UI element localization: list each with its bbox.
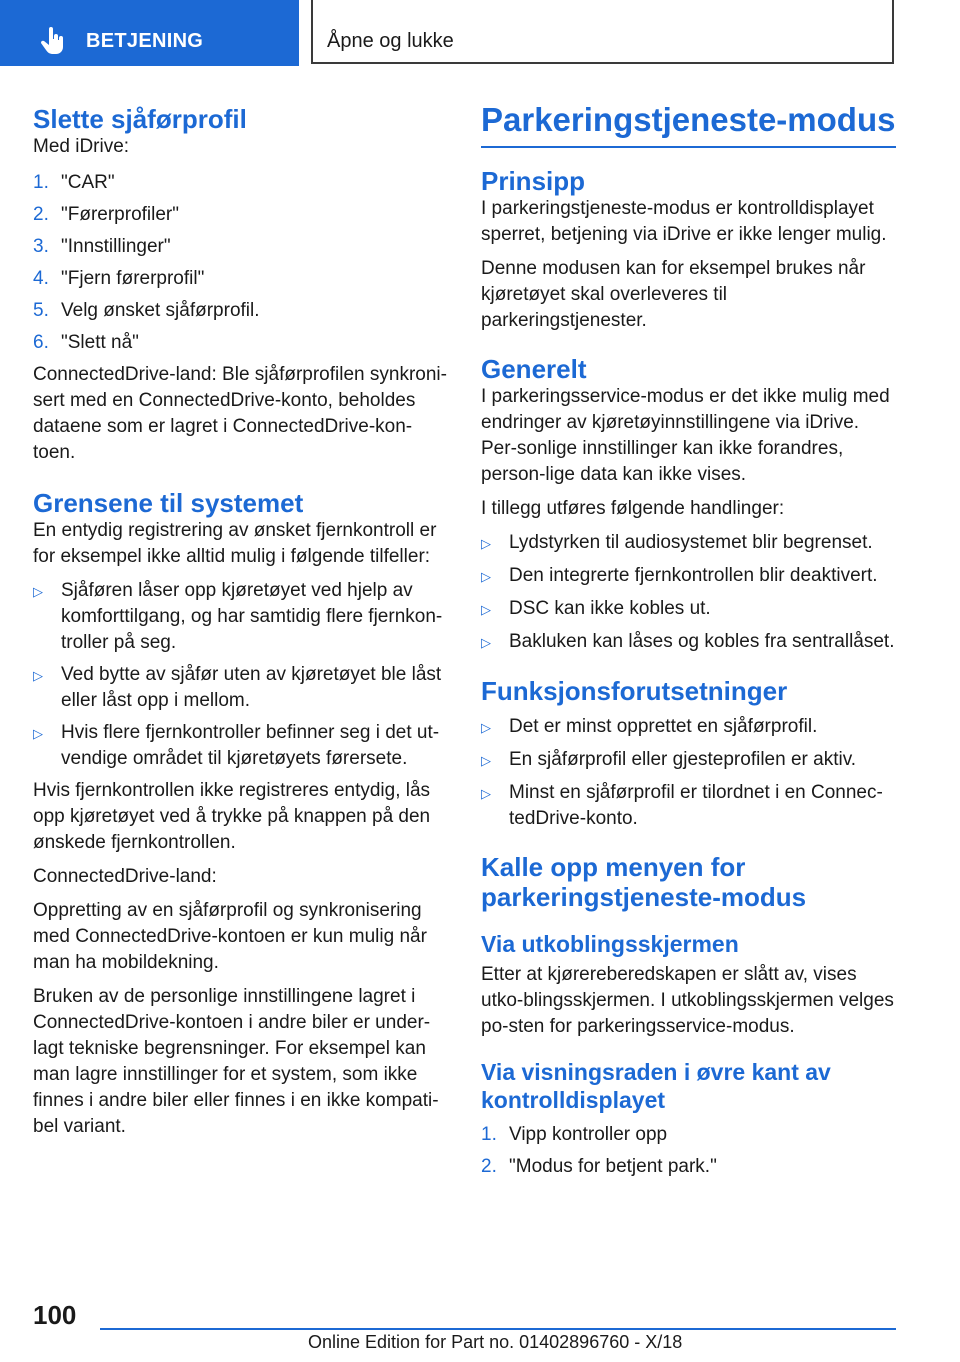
- subheading-via-shutdown: Via utkoblingsskjermen: [481, 931, 739, 957]
- bullet-text: DSC kan ikke kobles ut.: [509, 598, 711, 619]
- step-text: Velg ønsket sjåførprofil.: [61, 300, 260, 321]
- section-heading-requirements: Funksjonsforutsetninger: [481, 676, 788, 706]
- triangle-bullet-icon: ▷: [481, 602, 491, 617]
- step-number: 3.: [33, 236, 49, 257]
- intro-text: Med iDrive:: [33, 136, 130, 157]
- list-item: [481, 780, 896, 832]
- limits-intro: En entydig registrering av ønsket fjernkontroll er for eksempel ikke alltid mulig i følgende tilfeller:: [33, 520, 437, 567]
- section-heading-delete-profile: Slette sjåførprofil: [33, 104, 247, 134]
- connecteddrive-note: ConnectedDrive-land: Ble sjåførprofilen synkroni-sert med en ConnectedDrive-konto, beholdes dataene som er lagret i ConnectedDrive-kon-toen.: [33, 364, 447, 463]
- step-number: 2.: [33, 204, 49, 225]
- list-item: [33, 330, 448, 356]
- bullet-text: Minst en sjåførprofil er tilordnet i en Connec-tedDrive-konto.: [509, 782, 883, 829]
- bullet-text: Hvis flere fjernkontroller befinner seg i det ut-vendige området til kjøretøyets førersete.: [61, 722, 440, 769]
- step-text: "Førerprofiler": [61, 204, 179, 225]
- step-number: 4.: [33, 268, 49, 289]
- list-item: [33, 298, 448, 324]
- list-item: [33, 578, 448, 656]
- section-heading-limits: Grensene til systemet: [33, 488, 304, 518]
- bullet-text: En sjåførprofil eller gjesteprofilen er aktiv.: [509, 749, 857, 770]
- body-paragraph: I tillegg utføres følgende handlinger:: [481, 498, 785, 519]
- body-paragraph: Oppretting av en sjåførprofil og synkronisering med ConnectedDrive-kontoen er kun mulig når man ha mobildekning.: [33, 900, 427, 973]
- body-paragraph: Denne modusen kan for eksempel brukes når kjøretøyet skal overleveres til parkeringstjenester.: [481, 258, 866, 331]
- list-item: [33, 266, 448, 292]
- triangle-bullet-icon: ▷: [481, 635, 491, 650]
- section-heading-open-menu: Kalle opp menyen for parkeringstjeneste-modus: [481, 852, 807, 912]
- triangle-bullet-icon: ▷: [481, 753, 491, 768]
- triangle-bullet-icon: ▷: [33, 726, 43, 741]
- body-paragraph: I parkeringstjeneste-modus er kontrolldisplayet sperret, betjening via iDrive er ikke lenger mulig.: [481, 198, 887, 245]
- step-text: "CAR": [61, 172, 115, 193]
- footer-divider: [100, 1328, 896, 1330]
- body-paragraph: Hvis fjernkontrollen ikke registreres entydig, lås opp kjøretøyet ved å trykke på knappen på den ønskede fjernkontrollen.: [33, 780, 431, 853]
- step-number: 2.: [481, 1156, 497, 1177]
- body-paragraph: I parkeringsservice-modus er det ikke mulig med endringer av kjøretøyinnstillingene via iDrive. Per-sonlige innstillinger kan ikke forandres, person-lige data kan ikke vises.: [481, 386, 890, 485]
- bullet-text: Ved bytte av sjåfør uten av kjøretøyet ble låst eller låst opp i mellom.: [61, 664, 442, 711]
- body-paragraph: ConnectedDrive-land:: [33, 866, 217, 887]
- list-item: [33, 170, 448, 196]
- step-text: "Fjern førerprofil": [61, 268, 205, 289]
- bullet-text: Lydstyrken til audiosystemet blir begrenset.: [509, 532, 873, 553]
- bullet-text: Den integrerte fjernkontrollen blir deaktivert.: [509, 565, 878, 586]
- right-column: [481, 100, 896, 1186]
- page-footer: [0, 1290, 960, 1362]
- delete-profile-steps: [33, 170, 448, 356]
- subheading-via-display-row: Via visningsraden i øvre kant av kontrolldisplayet: [481, 1059, 831, 1113]
- list-item: [33, 662, 448, 714]
- list-item: [481, 629, 896, 656]
- triangle-bullet-icon: ▷: [481, 786, 491, 801]
- triangle-bullet-icon: ▷: [481, 569, 491, 584]
- list-item: [481, 530, 896, 557]
- bullet-text: Bakluken kan låses og kobles fra sentrallåset.: [509, 631, 895, 652]
- step-number: 1.: [481, 1124, 497, 1145]
- triangle-bullet-icon: ▷: [33, 668, 43, 683]
- section-tab-label: BETJENING: [86, 30, 204, 52]
- pointing-hand-icon: [40, 27, 66, 55]
- limits-bullets: [33, 578, 448, 772]
- triangle-bullet-icon: ▷: [33, 584, 43, 599]
- section-heading-general: Generelt: [481, 354, 587, 384]
- list-item: [481, 714, 896, 741]
- list-item: [481, 563, 896, 590]
- chapter-title: Parkeringstjeneste-modus: [481, 100, 896, 148]
- list-item: [481, 1154, 896, 1180]
- page-number: 100: [33, 1300, 77, 1330]
- requirements-bullets: [481, 714, 896, 832]
- list-item: [481, 596, 896, 623]
- body-paragraph: Etter at kjørereberedskapen er slått av, vises utko-blingsskjermen. I utkoblingsskjermen velges po-sten for parkeringsservice-modus.: [481, 964, 894, 1037]
- triangle-bullet-icon: ▷: [481, 720, 491, 735]
- step-text: "Innstillinger": [61, 236, 171, 257]
- step-number: 5.: [33, 300, 49, 321]
- list-item: [481, 747, 896, 774]
- page-header: [0, 0, 960, 66]
- step-text: Vipp kontroller opp: [509, 1124, 668, 1145]
- list-item: [33, 720, 448, 772]
- chapter-tab: [311, 0, 894, 64]
- body-paragraph: Bruken av de personlige innstillingene lagret i ConnectedDrive-kontoen i andre biler er under-lagt tekniske begrensninger. For eksempel kan man lagre innstillinger for et system, som ikke finnes i andre biler eller finnes i en ikke kompati-bel variant.: [33, 986, 439, 1137]
- step-text: "Modus for betjent park.": [509, 1156, 717, 1177]
- left-column: [33, 100, 448, 1148]
- edition-text: Online Edition for Part no. 01402896760 - X/18: [308, 1332, 683, 1352]
- section-tab: [0, 0, 299, 66]
- list-item: [33, 234, 448, 260]
- step-number: 6.: [33, 332, 49, 353]
- step-number: 1.: [33, 172, 49, 193]
- general-bullets: [481, 530, 896, 656]
- list-item: [481, 1122, 896, 1148]
- section-heading-principle: Prinsipp: [481, 166, 586, 196]
- list-item: [33, 202, 448, 228]
- bullet-text: Sjåføren låser opp kjøretøyet ved hjelp av komforttilgang, og har samtidig flere fjernkon-troller på seg.: [61, 580, 443, 653]
- bullet-text: Det er minst opprettet en sjåførprofil.: [509, 716, 818, 737]
- triangle-bullet-icon: ▷: [481, 536, 491, 551]
- chapter-tab-label: Åpne og lukke: [327, 30, 454, 52]
- step-text: "Slett nå": [61, 332, 139, 353]
- display-row-steps: [481, 1122, 896, 1180]
